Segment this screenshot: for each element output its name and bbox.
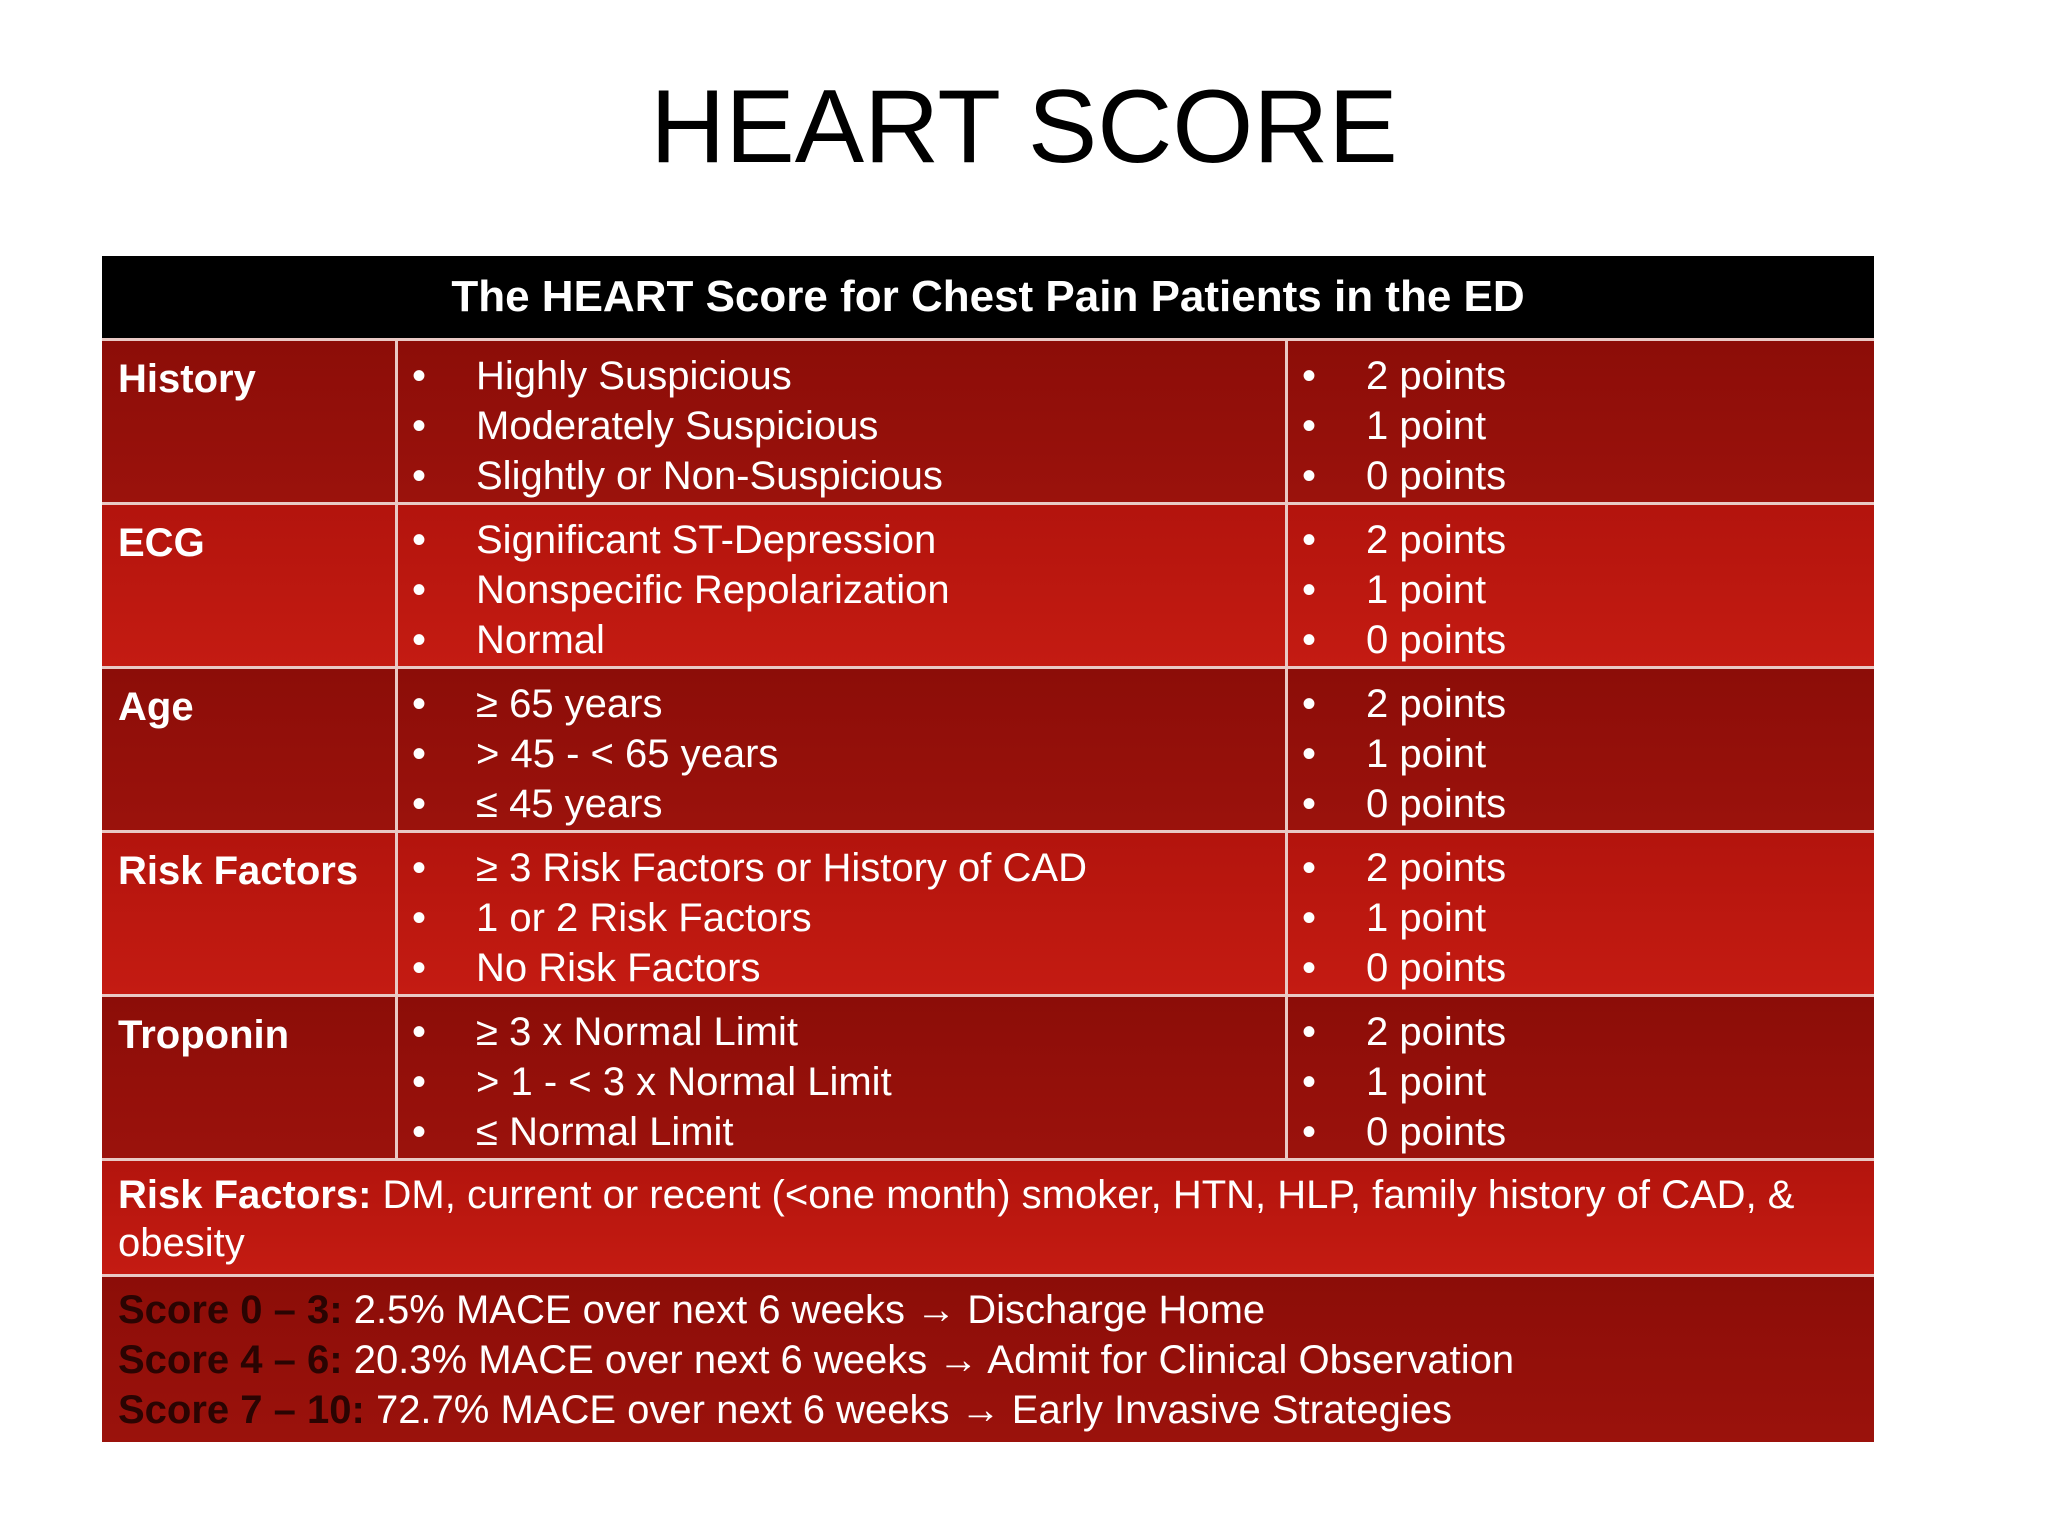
outcome-text: 72.7% MACE over next 6 weeks → Early Invasive Strategies bbox=[364, 1388, 1452, 1432]
bullet-icon: • bbox=[412, 682, 427, 726]
criteria-item bbox=[412, 1107, 1285, 1157]
points-text: 1 point bbox=[1366, 732, 1487, 776]
category-label: History bbox=[102, 341, 398, 502]
points-item bbox=[1302, 1057, 1874, 1107]
outcome-line bbox=[118, 1335, 1858, 1385]
criteria-text: ≤ Normal Limit bbox=[476, 1110, 734, 1154]
criteria-item bbox=[412, 893, 1285, 943]
bullet-icon: • bbox=[412, 404, 427, 448]
bullet-icon: • bbox=[1302, 896, 1317, 940]
bullet-icon: • bbox=[1302, 618, 1317, 662]
table-row-troponin bbox=[102, 994, 1874, 1158]
bullet-icon: • bbox=[1302, 568, 1317, 612]
bullet-icon: • bbox=[1302, 1010, 1317, 1054]
points-item bbox=[1302, 615, 1874, 665]
criteria-text: ≥ 3 x Normal Limit bbox=[476, 1010, 799, 1054]
bullet-icon: • bbox=[412, 518, 427, 562]
table-header: The HEART Score for Chest Pain Patients in the ED bbox=[102, 256, 1874, 338]
criteria-list bbox=[398, 997, 1288, 1158]
bullet-icon: • bbox=[1302, 946, 1317, 990]
points-item bbox=[1302, 451, 1874, 501]
bullet-icon: • bbox=[1302, 1060, 1317, 1104]
slide-title: HEART SCORE bbox=[650, 69, 1398, 185]
bullet-icon: • bbox=[1302, 354, 1317, 398]
table-row-ecg bbox=[102, 502, 1874, 666]
criteria-text: ≥ 3 Risk Factors or History of CAD bbox=[476, 846, 1087, 890]
bullet-icon: • bbox=[1302, 682, 1317, 726]
points-text: 2 points bbox=[1366, 1010, 1507, 1054]
points-text: 0 points bbox=[1366, 454, 1507, 498]
score-outcomes bbox=[102, 1274, 1874, 1442]
bullet-icon: • bbox=[412, 568, 427, 612]
criteria-text: ≤ 45 years bbox=[476, 782, 663, 826]
bullet-icon: • bbox=[1302, 404, 1317, 448]
risk-factors-note bbox=[102, 1158, 1874, 1274]
points-item bbox=[1302, 943, 1874, 993]
criteria-list bbox=[398, 669, 1288, 830]
points-text: 1 point bbox=[1366, 1060, 1487, 1104]
outcome-line bbox=[118, 1385, 1858, 1435]
criteria-text: Nonspecific Repolarization bbox=[476, 568, 950, 612]
points-list bbox=[1288, 997, 1874, 1158]
criteria-text: 1 or 2 Risk Factors bbox=[476, 896, 812, 940]
bullet-icon: • bbox=[1302, 732, 1317, 776]
points-item bbox=[1302, 679, 1874, 729]
points-item bbox=[1302, 401, 1874, 451]
points-item bbox=[1302, 1007, 1874, 1057]
outcome-score-label: Score 4 – 6: bbox=[118, 1338, 343, 1382]
criteria-item bbox=[412, 729, 1285, 779]
criteria-item bbox=[412, 943, 1285, 993]
bullet-icon: • bbox=[412, 946, 427, 990]
criteria-item bbox=[412, 1007, 1285, 1057]
criteria-item bbox=[412, 401, 1285, 451]
points-text: 0 points bbox=[1366, 1110, 1507, 1154]
bullet-icon: • bbox=[412, 896, 427, 940]
points-text: 1 point bbox=[1366, 568, 1487, 612]
criteria-text: > 45 - < 65 years bbox=[476, 732, 779, 776]
criteria-text: Normal bbox=[476, 618, 605, 662]
risk-factors-note-label: Risk Factors: bbox=[118, 1173, 372, 1217]
category-label: ECG bbox=[102, 505, 398, 666]
points-item bbox=[1302, 565, 1874, 615]
criteria-item bbox=[412, 679, 1285, 729]
bullet-icon: • bbox=[1302, 454, 1317, 498]
criteria-text: No Risk Factors bbox=[476, 946, 761, 990]
points-text: 2 points bbox=[1366, 846, 1507, 890]
criteria-text: Moderately Suspicious bbox=[476, 404, 879, 448]
criteria-item bbox=[412, 1057, 1285, 1107]
points-item bbox=[1302, 1107, 1874, 1157]
bullet-icon: • bbox=[412, 1110, 427, 1154]
criteria-item bbox=[412, 843, 1285, 893]
criteria-list bbox=[398, 341, 1288, 502]
points-list bbox=[1288, 505, 1874, 666]
outcome-text: 2.5% MACE over next 6 weeks → Discharge Home bbox=[342, 1288, 1266, 1332]
outcome-score-label: Score 7 – 10: bbox=[118, 1388, 365, 1432]
criteria-text: ≥ 65 years bbox=[476, 682, 663, 726]
criteria-item bbox=[412, 451, 1285, 501]
points-text: 0 points bbox=[1366, 618, 1507, 662]
table-row-risk-factors bbox=[102, 830, 1874, 994]
points-item bbox=[1302, 729, 1874, 779]
criteria-list bbox=[398, 505, 1288, 666]
criteria-text: Slightly or Non-Suspicious bbox=[476, 454, 943, 498]
table-row-age bbox=[102, 666, 1874, 830]
bullet-icon: • bbox=[412, 354, 427, 398]
points-item bbox=[1302, 515, 1874, 565]
risk-factors-note-text: DM, current or recent (<one month) smoker, HTN, HLP, family history of CAD, & obesity bbox=[118, 1173, 1795, 1265]
bullet-icon: • bbox=[412, 846, 427, 890]
points-item bbox=[1302, 779, 1874, 829]
bullet-icon: • bbox=[412, 454, 427, 498]
bullet-icon: • bbox=[1302, 846, 1317, 890]
points-item bbox=[1302, 843, 1874, 893]
category-label: Age bbox=[102, 669, 398, 830]
bullet-icon: • bbox=[412, 782, 427, 826]
criteria-item bbox=[412, 351, 1285, 401]
heart-score-table bbox=[102, 256, 1874, 1442]
bullet-icon: • bbox=[412, 1060, 427, 1104]
category-label: Troponin bbox=[102, 997, 398, 1158]
criteria-text: Significant ST-Depression bbox=[476, 518, 937, 562]
points-item bbox=[1302, 351, 1874, 401]
criteria-item bbox=[412, 615, 1285, 665]
bullet-icon: • bbox=[412, 732, 427, 776]
points-list bbox=[1288, 669, 1874, 830]
criteria-text: > 1 - < 3 x Normal Limit bbox=[476, 1060, 892, 1104]
outcome-score-label: Score 0 – 3: bbox=[118, 1288, 343, 1332]
points-list bbox=[1288, 833, 1874, 994]
outcome-text: 20.3% MACE over next 6 weeks → Admit for Clinical Observation bbox=[342, 1338, 1515, 1382]
points-text: 0 points bbox=[1366, 946, 1507, 990]
bullet-icon: • bbox=[1302, 782, 1317, 826]
points-text: 2 points bbox=[1366, 354, 1507, 398]
criteria-text: Highly Suspicious bbox=[476, 354, 792, 398]
points-text: 2 points bbox=[1366, 518, 1507, 562]
bullet-icon: • bbox=[412, 1010, 427, 1054]
criteria-item bbox=[412, 565, 1285, 615]
criteria-list bbox=[398, 833, 1288, 994]
criteria-item bbox=[412, 779, 1285, 829]
points-list bbox=[1288, 341, 1874, 502]
bullet-icon: • bbox=[1302, 518, 1317, 562]
points-text: 1 point bbox=[1366, 896, 1487, 940]
points-text: 1 point bbox=[1366, 404, 1487, 448]
bullet-icon: • bbox=[412, 618, 427, 662]
criteria-item bbox=[412, 515, 1285, 565]
category-label: Risk Factors bbox=[102, 833, 398, 994]
bullet-icon: • bbox=[1302, 1110, 1317, 1154]
points-item bbox=[1302, 893, 1874, 943]
outcome-line bbox=[118, 1285, 1858, 1335]
points-text: 0 points bbox=[1366, 782, 1507, 826]
table-row-history bbox=[102, 338, 1874, 502]
points-text: 2 points bbox=[1366, 682, 1507, 726]
